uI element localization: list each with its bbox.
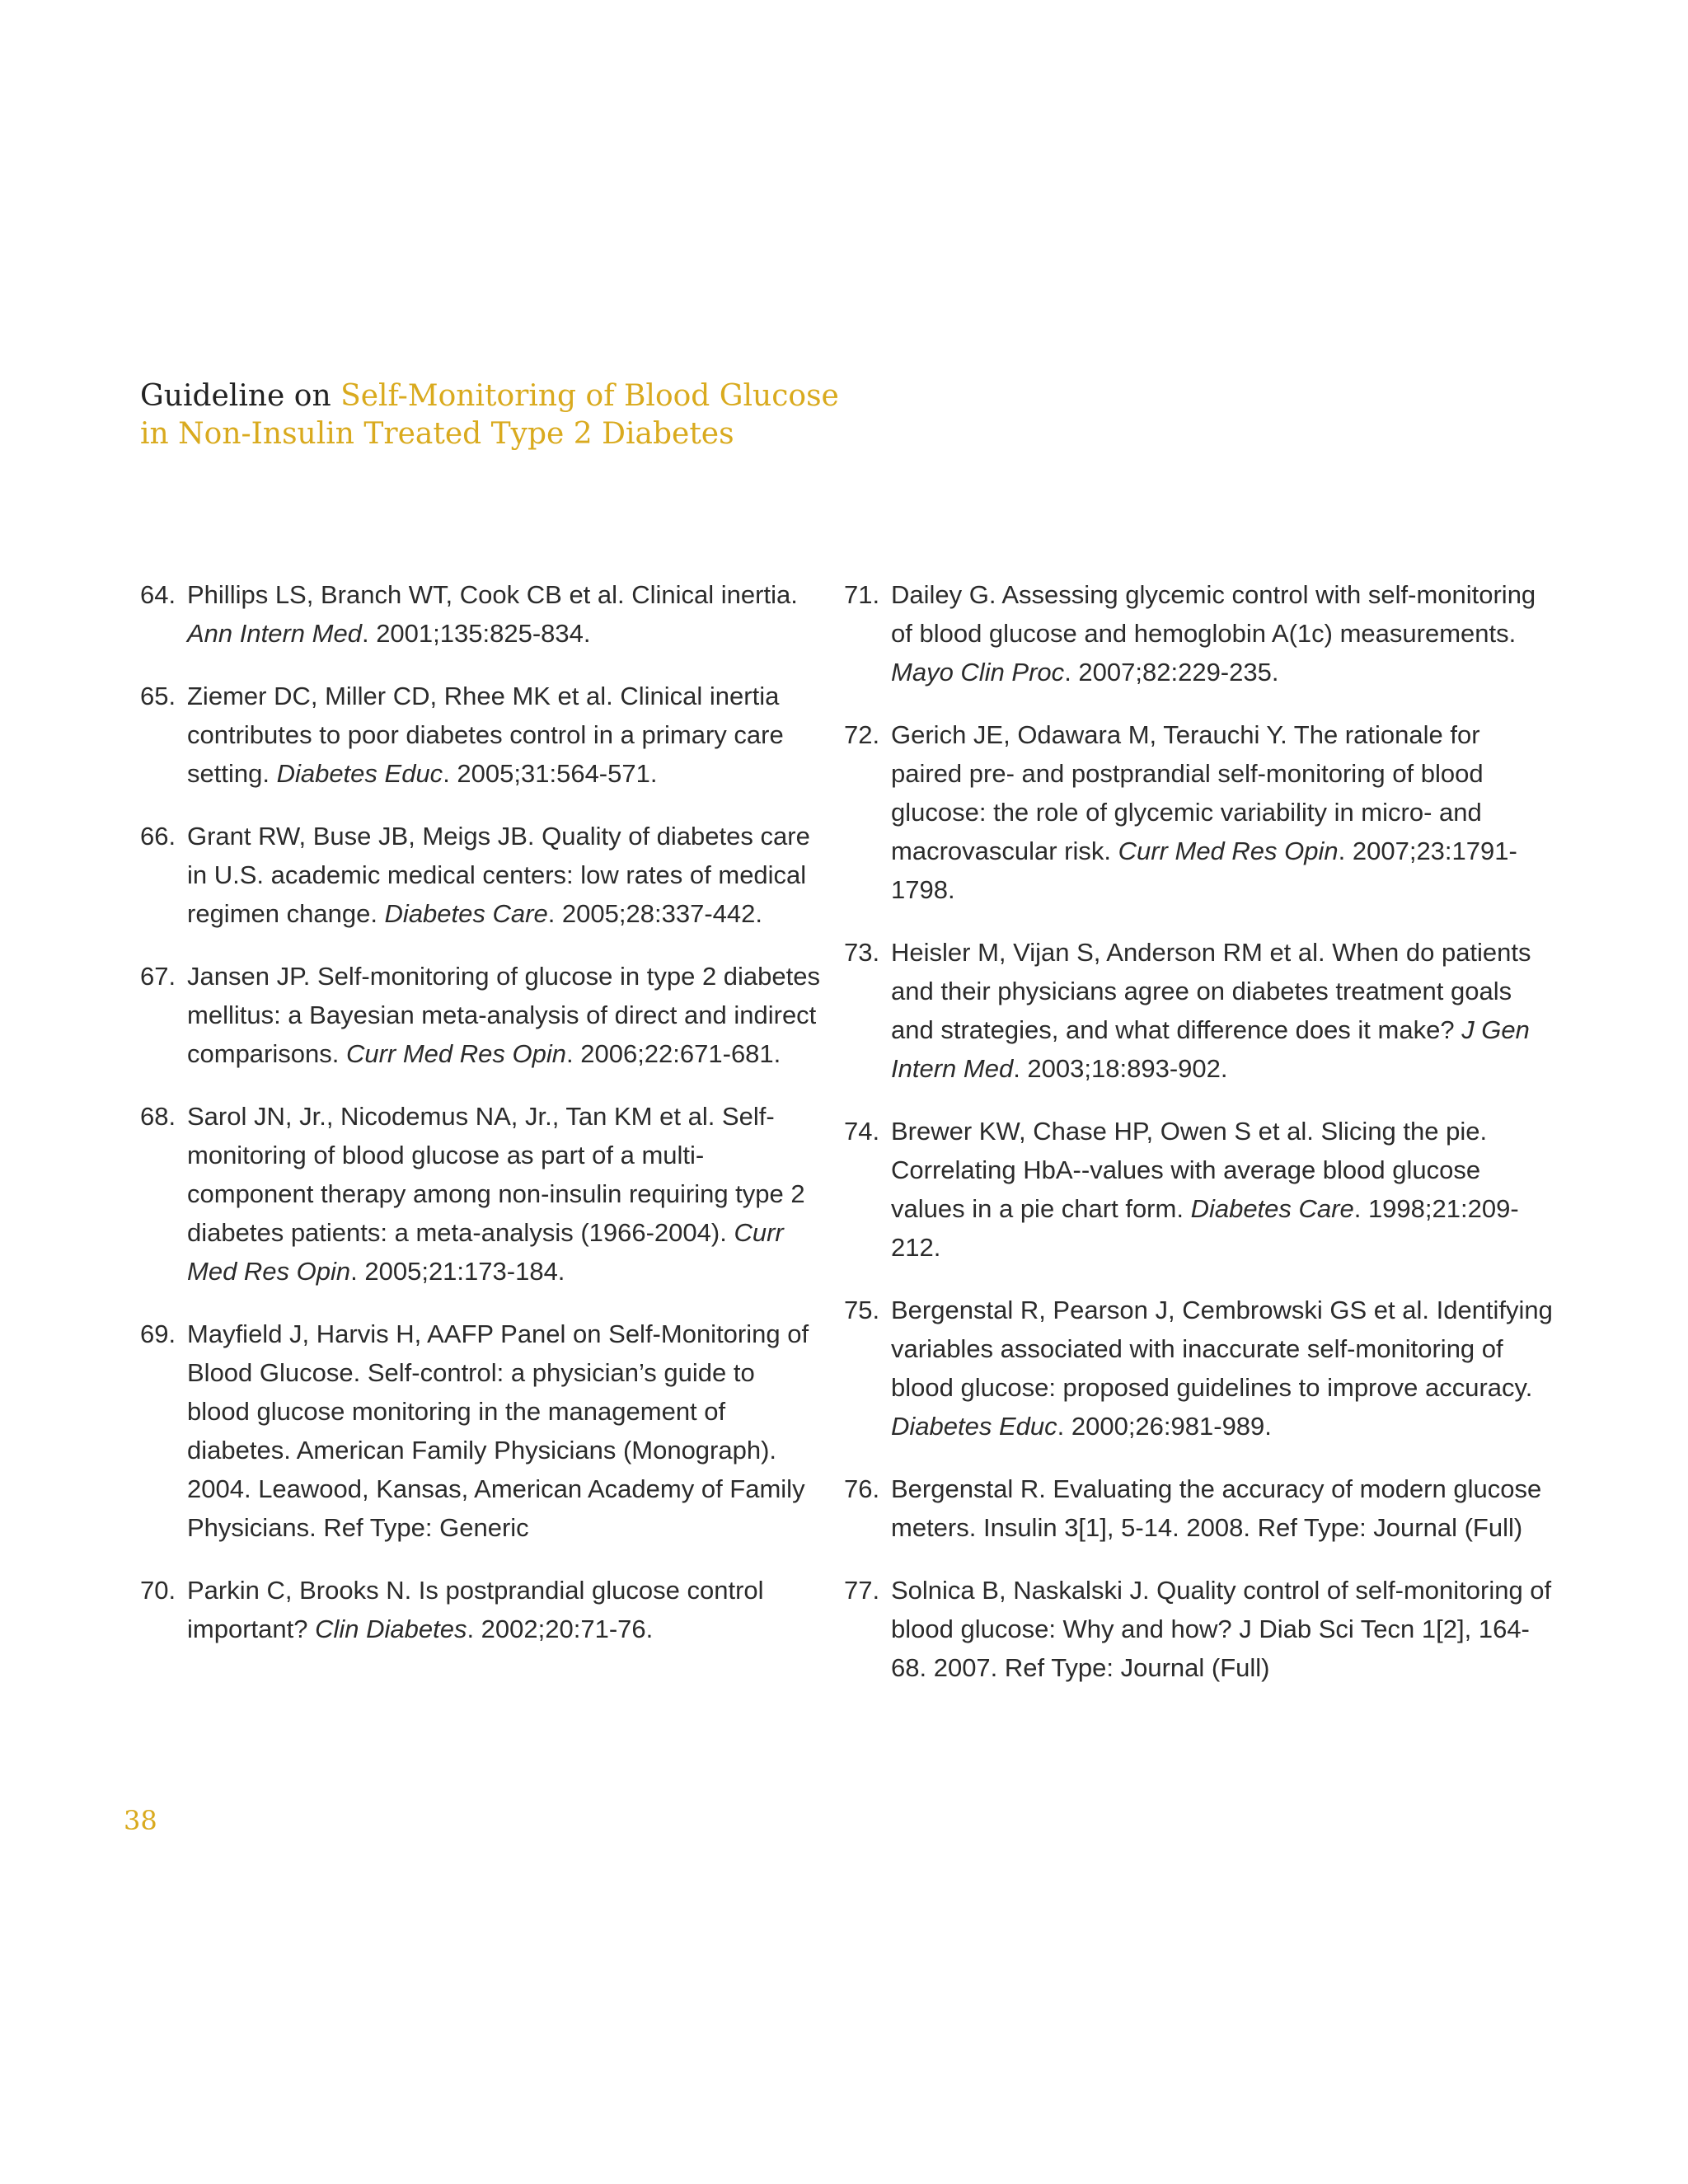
reference-item: [844, 715, 1553, 909]
reference-volume: . 2005;21:173-184.: [350, 1257, 565, 1286]
reference-volume: . 2001;135:825-834.: [361, 619, 591, 648]
reference-text: [891, 1291, 1553, 1446]
reference-number: 71.: [844, 580, 880, 609]
reference-text: [187, 1571, 824, 1648]
reference-text: [187, 1097, 824, 1291]
reference-item: [844, 575, 1553, 691]
reference-text: [187, 957, 824, 1073]
page-number: 38: [124, 1805, 157, 1836]
reference-volume: . 2003;18:893-902.: [1013, 1054, 1228, 1083]
reference-journal: Ann Intern Med: [187, 619, 362, 648]
page-title: [140, 377, 1047, 453]
reference-item: [140, 957, 824, 1073]
reference-volume: . 2005;28:337-442.: [547, 899, 762, 928]
reference-journal: Clin Diabetes: [315, 1615, 467, 1643]
reference-volume: . 2007;82:229-235.: [1064, 658, 1279, 687]
reference-journal: Diabetes Educ: [276, 759, 443, 788]
reference-item: [140, 677, 824, 793]
reference-number: 67.: [140, 962, 176, 991]
reference-text: [891, 1112, 1553, 1267]
reference-number: 65.: [140, 682, 176, 710]
reference-volume: . 2000;26:981-989.: [1057, 1412, 1272, 1441]
reference-item: [844, 1469, 1553, 1547]
reference-text: [187, 575, 824, 653]
reference-citation: Parkin C, Brooks N. Is postprandial glucose control important?: [187, 1576, 764, 1643]
reference-citation: Jansen JP. Self-monitoring of glucose in type 2 diabetes mellitus: a Bayesian meta-analysis of direct and indirect comparisons.: [187, 962, 821, 1068]
reference-journal: Curr Med Res Opin: [187, 1218, 784, 1286]
reference-number: 77.: [844, 1576, 880, 1605]
reference-text: [187, 1315, 824, 1547]
reference-item: [140, 817, 824, 933]
reference-citation: Dailey G. Assessing glycemic control with self-monitoring of blood glucose and hemoglobin A(1c) measurements.: [891, 580, 1536, 648]
reference-number: 64.: [140, 580, 176, 609]
reference-item: [140, 1571, 824, 1648]
references-right-column: [844, 575, 1553, 1711]
reference-text: [891, 575, 1553, 691]
reference-text: [187, 677, 824, 793]
reference-journal: J Gen Intern Med: [891, 1015, 1530, 1083]
reference-citation: Mayfield J, Harvis H, AAFP Panel on Self-Monitoring of Blood Glucose. Self-control: a physician’s guide to blood glucose monitoring in the management of diabetes. American Family Physicians (Monograph). 2004. Leawood, Kansas, American Academy of Family Physicians. Ref Type: Generic: [187, 1319, 809, 1542]
reference-number: 70.: [140, 1576, 176, 1605]
reference-item: [140, 1097, 824, 1291]
reference-number: 72.: [844, 720, 880, 749]
reference-journal: Diabetes Care: [1190, 1194, 1354, 1223]
reference-citation: Bergenstal R, Pearson J, Cembrowski GS et al. Identifying variables associated with inaccurate self-monitoring of blood glucose: proposed guidelines to improve accuracy.: [891, 1296, 1553, 1402]
references-left-column: [140, 575, 824, 1672]
reference-item: [140, 1315, 824, 1547]
reference-number: 73.: [844, 938, 880, 967]
reference-text: [891, 1571, 1553, 1687]
reference-text: [891, 1469, 1553, 1547]
reference-volume: . 2006;22:671-681.: [566, 1039, 781, 1068]
reference-number: 69.: [140, 1319, 176, 1348]
reference-number: 75.: [844, 1296, 880, 1324]
reference-item: [844, 1112, 1553, 1267]
title-prefix: Guideline on: [140, 379, 341, 413]
reference-item: [844, 1571, 1553, 1687]
title-accent-line-2: in Non-Insulin Treated Type 2 Diabetes: [140, 417, 734, 451]
reference-citation: Phillips LS, Branch WT, Cook CB et al. Clinical inertia.: [187, 580, 798, 609]
reference-volume: . 2005;31:564-571.: [443, 759, 658, 788]
reference-citation: Heisler M, Vijan S, Anderson RM et al. When do patients and their physicians agree on diabetes treatment goals and strategies, and what difference does it make?: [891, 938, 1531, 1044]
reference-journal: Curr Med Res Opin: [1118, 837, 1339, 865]
reference-number: 66.: [140, 822, 176, 851]
reference-item: [140, 575, 824, 653]
reference-number: 68.: [140, 1102, 176, 1131]
reference-text: [187, 817, 824, 933]
reference-citation: Brewer KW, Chase HP, Owen S et al. Slicing the pie. Correlating HbA--values with average blood glucose values in a pie chart form.: [891, 1117, 1488, 1223]
reference-citation: Bergenstal R. Evaluating the accuracy of modern glucose meters. Insulin 3[1], 5-14. 2008. Ref Type: Journal (Full): [891, 1474, 1542, 1542]
reference-journal: Curr Med Res Opin: [345, 1039, 566, 1068]
reference-text: [891, 933, 1553, 1088]
reference-journal: Diabetes Care: [384, 899, 548, 928]
page-title-line-1: [140, 377, 1047, 415]
reference-item: [844, 933, 1553, 1088]
reference-number: 76.: [844, 1474, 880, 1503]
reference-volume: . 2002;20:71-76.: [467, 1615, 654, 1643]
reference-volume: . 2007;23:1791-1798.: [891, 837, 1517, 904]
reference-item: [844, 1291, 1553, 1446]
reference-citation: Grant RW, Buse JB, Meigs JB. Quality of diabetes care in U.S. academic medical centers: low rates of medical regimen change.: [187, 822, 810, 928]
reference-journal: Mayo Clin Proc: [891, 658, 1065, 687]
reference-volume: . 1998;21:209-212.: [891, 1194, 1519, 1262]
reference-number: 74.: [844, 1117, 880, 1146]
reference-citation: Gerich JE, Odawara M, Terauchi Y. The rationale for paired pre- and postprandial self-monitoring of blood glucose: the role of glycemic variability in micro- and macrovascular risk.: [891, 720, 1484, 865]
reference-journal: Diabetes Educ: [891, 1412, 1057, 1441]
reference-citation: Ziemer DC, Miller CD, Rhee MK et al. Clinical inertia contributes to poor diabetes control in a primary care setting.: [187, 682, 784, 788]
title-accent-line-1: Self-Monitoring of Blood Glucose: [340, 379, 839, 413]
reference-citation: Sarol JN, Jr., Nicodemus NA, Jr., Tan KM et al. Self-monitoring of blood glucose as part of a multi-component therapy among non-insulin requiring type 2 diabetes patients: a meta-analysis (1966-2004).: [187, 1102, 805, 1247]
reference-text: [891, 715, 1553, 909]
reference-citation: Solnica B, Naskalski J. Quality control of self-monitoring of blood glucose: Why and how? J Diab Sci Tecn 1[2], 164-68. 2007. Ref Type: Journal (Full): [891, 1576, 1552, 1682]
